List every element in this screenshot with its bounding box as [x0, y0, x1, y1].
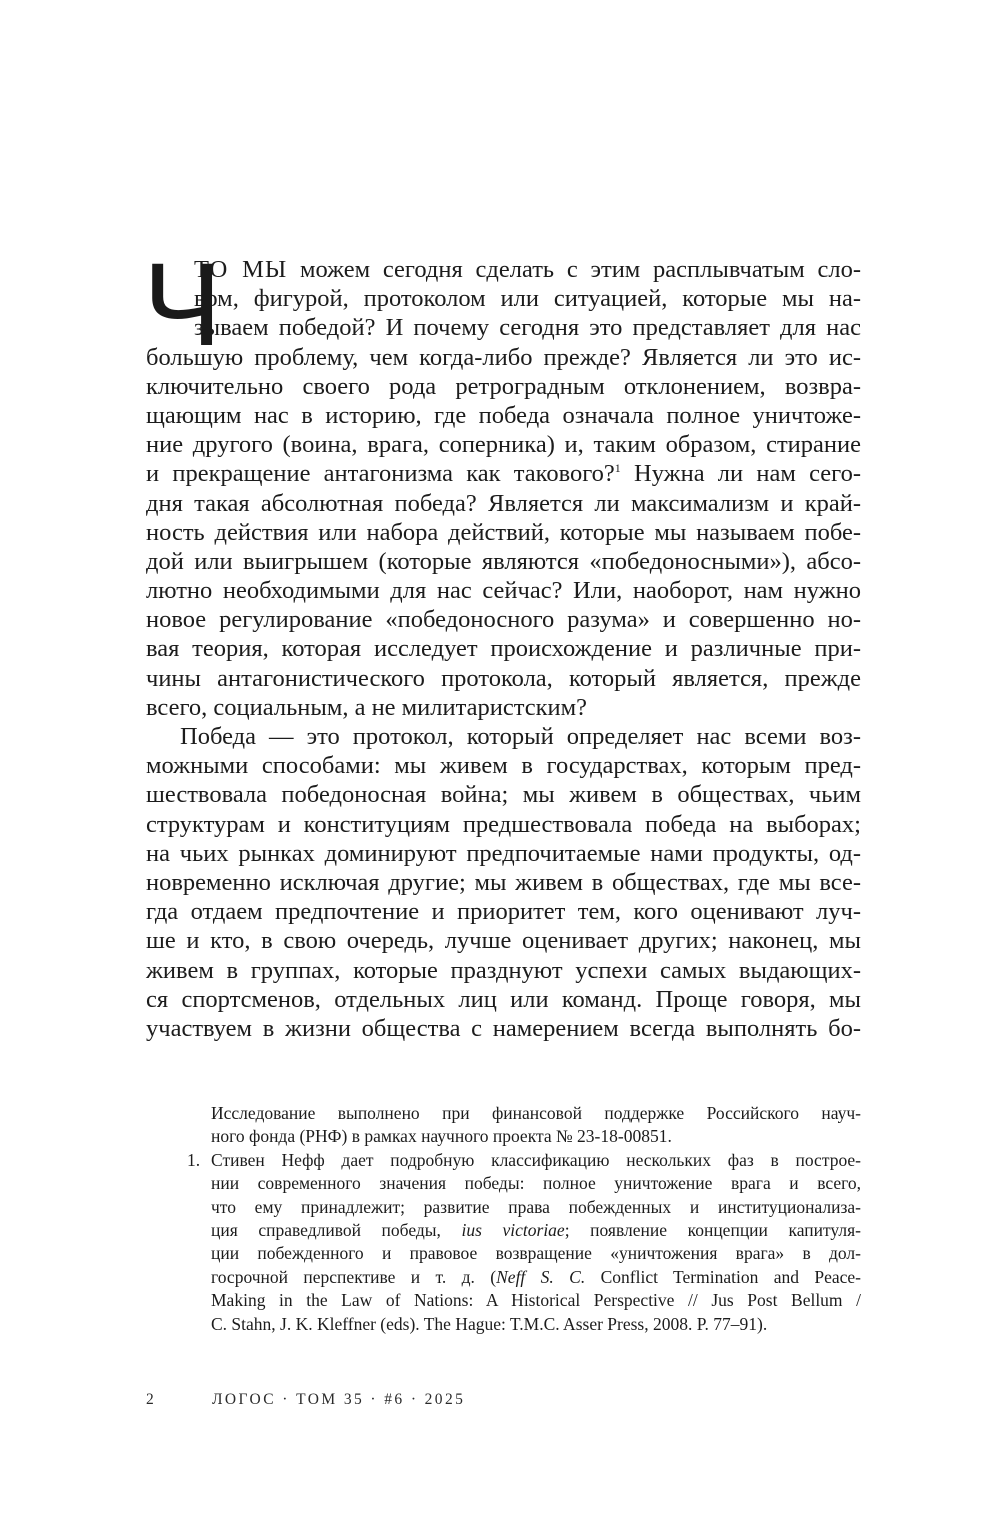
footnote-ref: 1 [614, 461, 621, 476]
footnote-1 [187, 1149, 862, 1336]
note-line: госрочной перспективе и т. д. (Neff S. C. Conflict Termination and Peace- [211, 1266, 861, 1287]
note-line: нии современного значения победы: полное уничтожение врага и всего, [211, 1173, 861, 1194]
text-line: большую проблему, чем когда-либо прежде? Является ли это ис- [146, 343, 861, 371]
text-line: живем в группах, которые празднуют успехи самых выдающих- [146, 956, 861, 984]
text-line: на чьих рынках доминируют предпочитаемые нами продукты, од- [146, 839, 861, 867]
text-line: щающим нас в историю, где победа означала полное уничтоже- [146, 401, 861, 429]
text-line: можными способами: мы живем в государствах, которым пред- [146, 752, 861, 780]
text-line: лютно необходимыми для нас сейчас? Или, наоборот, нам нужно [146, 577, 861, 605]
text-line: всего, социальным, а не милитаристским? [146, 693, 588, 721]
running-head: ЛОГОС · ТОМ 35 · #6 · 2025 [212, 1391, 466, 1408]
note-line: ного фонда (РНФ) в рамках научного проекта № 23-18-00851. [211, 1126, 672, 1147]
text-line: ние другого (воина, врага, соперника) и, таким образом, стирание [146, 431, 861, 459]
text-line: Победа — это протокол, который определяет нас всеми воз- [180, 723, 861, 750]
text-line: дня такая абсолютная победа? Является ли максимализм и край- [146, 489, 861, 517]
text-line: чины антагонистического протокола, который является, прежде [146, 664, 861, 692]
funding-note [211, 1102, 861, 1149]
text-line: дой или выигрышем (которые являются «победоносными»), абсо- [146, 547, 861, 575]
paragraph-1 [146, 255, 861, 722]
note-line: C. Stahn, J. K. Kleffner (eds). The Hague: T.M.C. Asser Press, 2008. P. 77–91). [211, 1313, 768, 1334]
note-line: Making in the Law of Nations: A Historical Perspective // Jus Post Bellum / [211, 1290, 861, 1311]
text-line: ТО МЫ можем сегодня сделать с этим расплывчатым сло- [194, 256, 861, 283]
text-line: и прекращение антагонизма как такового?$^1$ Нужна ли нам сего- [146, 460, 861, 488]
page-number: 2 [146, 1391, 157, 1408]
text-line: ность действия или набора действий, которые мы называем побе- [146, 518, 861, 546]
footnote-number: 1. [187, 1149, 201, 1170]
note-line: Исследование выполнено при финансовой поддержке Российского науч- [211, 1103, 861, 1123]
note-line: что ему принадлежит; развитие права побежденных и институционализа- [211, 1196, 861, 1217]
text-line: ключительно своего рода ретроградным отклонением, возвра- [146, 372, 861, 400]
text-line: гда отдаем предпочтение и приоритет тем, кого оценивают луч- [146, 898, 861, 926]
text-line: новременно исключая другие; мы живем в обществах, где мы все- [146, 868, 861, 896]
text-line: вом, фигурой, протоколом или ситуацией, которые мы на- [194, 285, 861, 313]
drop-cap: Ч [143, 239, 222, 371]
note-line: 1. Стивен Нефф дает подробную классификацию нескольких фаз в построе- [211, 1149, 861, 1172]
text-line: ся спортсменов, отдельных лиц или команд. Проще говоря, мы [146, 985, 861, 1013]
text-line: зываем победой? И почему сегодня это представляет для нас [194, 314, 861, 342]
text-line: ше и кто, в свою очередь, лучше оценивает других; наконец, мы [146, 927, 861, 955]
note-line: ция справедливой победы, ius victoriae; появление концепции капитуля- [211, 1219, 862, 1240]
main-text [143, 239, 861, 1043]
text-line: структурам и конституциям предшествовала победа на выборах; [146, 810, 861, 838]
paragraph-2 [146, 722, 861, 1043]
note-line: ции побежденного и правовое возвращение «уничтожения врага» в дол- [211, 1243, 861, 1264]
text-line: новое регулирование «победоносного разума» и совершенно но- [146, 606, 861, 634]
text-line: участвуем в жизни общества с намерением всегда выполнять бо- [146, 1014, 861, 1042]
text-line: шествовала победоносная война; мы живем в обществах, чьим [146, 781, 861, 809]
footnotes [187, 1102, 862, 1336]
text-line: вая теория, которая исследует происхождение и различные при- [146, 635, 861, 663]
